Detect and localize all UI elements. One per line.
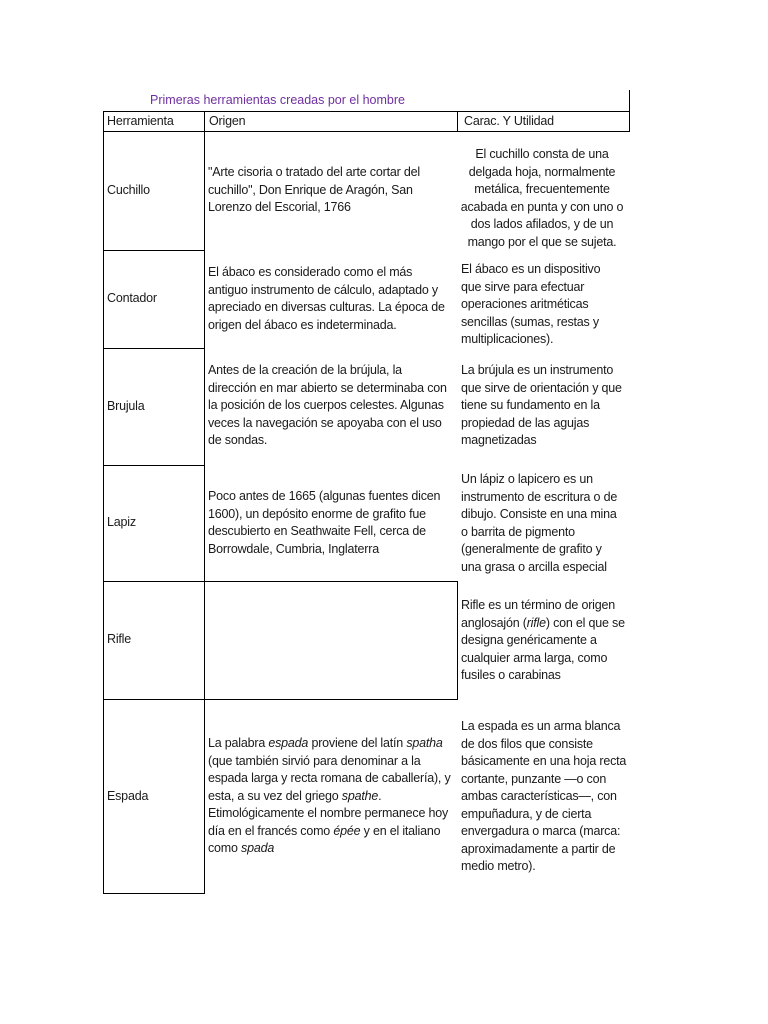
origin-text: El ábaco es considerado como el más antiguo instrumento de cálculo, adaptado y apreciado en diversas culturas. La época de origen del ábaco es indeterminada. <box>208 265 445 332</box>
carac-text: La brújula es un instrumento que sirve de orientación y que tiene su fundamento en la propiedad de las agujas magnetizadas <box>461 363 622 447</box>
origin-text-part: . Etimológicamente el nombre permanece hoy día en el francés como <box>208 788 449 838</box>
origin-text: Poco antes de 1665 (algunas fuentes dicen 1600), un depósito enorme de grafito fue descubierto en Seathwaite Fell, cerca de Borrowdale, Cumbria, Inglaterra <box>208 489 441 556</box>
origin-text-italic: espada <box>268 736 309 750</box>
carac-text: El ábaco es un dispositivo que sirve para efectuar operaciones aritméticas sencillas (sumas, restas y multiplicaciones). <box>461 262 601 346</box>
origin-text-part: La palabra <box>208 736 269 750</box>
header-carac: Carac. Y Utilidad <box>464 114 554 128</box>
tool-name: Cuchillo <box>107 183 150 197</box>
origin-text-italic: spathe <box>341 788 379 803</box>
carac-text <box>461 597 627 685</box>
origin-text-part: (que también sirvió para denominar a la espada larga y recta romana de caballería), y esta, a su vez del griego <box>208 753 451 803</box>
tool-name: Contador <box>107 291 157 305</box>
header-origin: Origen <box>209 114 246 128</box>
carac-text: El cuchillo consta de una delgada hoja, normalmente metálica, frecuentemente acabada en punta y con uno o dos lados afilados, y de un mango por el que se sujeta. <box>460 147 624 249</box>
tool-name: Brujula <box>107 399 145 413</box>
origin-text-italic: spatha <box>406 736 443 750</box>
origin-text-italic: épée <box>333 823 361 838</box>
carac-text: La espada es un arma blanca de dos filos que consiste básicamente en una hoja recta cortante, punzante —o con ambas características—, con empuñadura, y de cierta envergadura o marca (marca: aproximadamente a partir de medio metro). <box>461 719 627 873</box>
carac-text-italic: rifle <box>526 615 546 630</box>
tool-name: Rifle <box>107 632 132 646</box>
origin-text: "Arte cisoria o tratado del arte cortar del cuchillo", Don Enrique de Aragón, San Lorenzo del Escorial, 1766 <box>208 165 420 214</box>
carac-text-part: ) con el que se designa genéricamente a cualquier arma larga, como fusiles o carabinas <box>461 615 625 682</box>
origin-text: Antes de la creación de la brújula, la dirección en mar abierto se determinaba con la posición de los cuerpos celestes. Algunas veces la navegación se apoyaba con el uso de sondas. <box>208 363 447 447</box>
carac-text-part: Rifle es un término de origen anglosajón ( <box>461 598 616 630</box>
header-tool: Herramienta <box>107 114 174 128</box>
origin-text-part: y en el italiano como <box>208 823 441 855</box>
table-title: Primeras herramientas creadas por el hombre <box>150 93 405 107</box>
tool-name: Espada <box>107 789 149 803</box>
origin-text-part: proviene del latín <box>308 736 407 750</box>
tool-name: Lapiz <box>107 515 136 529</box>
origin-text-italic: spada <box>241 841 275 855</box>
origin-text <box>208 735 454 858</box>
carac-text: Un lápiz o lapicero es un instrumento de escritura o de dibujo. Consiste en una mina o barrita de pigmento (generalmente de grafito y una grasa o arcilla especial <box>461 472 618 574</box>
